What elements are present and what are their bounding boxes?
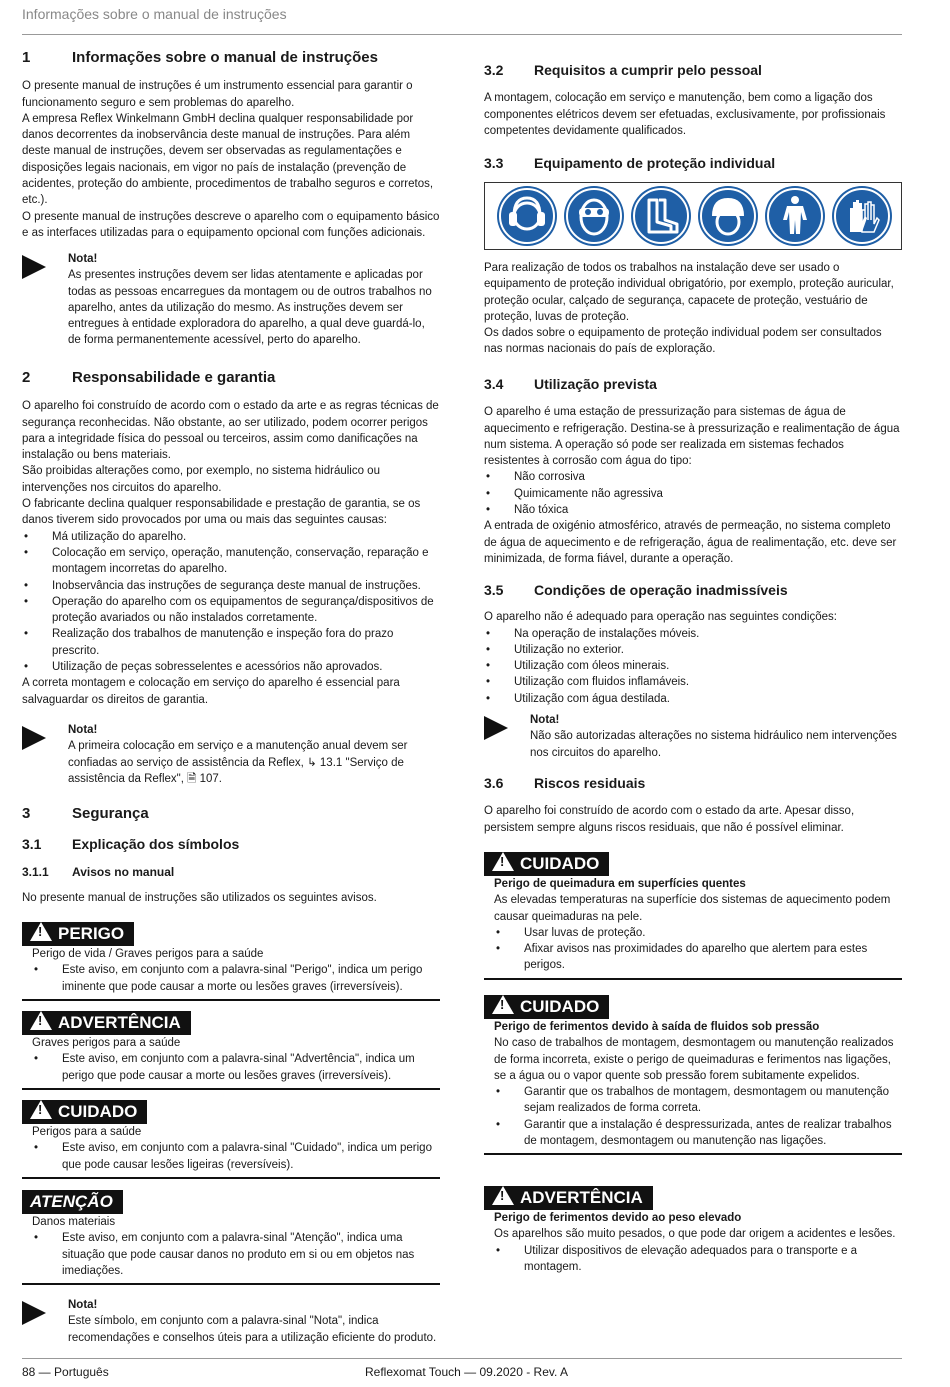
warning-triangle-icon: ! [30,1100,52,1119]
paragraph: Para realização de todos os trabalhos na instalação deve ser usado o equipamento de proteção individual obrigatório, por exemplo, proteção auricular, proteção ocular, calçado de segurança, capacete de proteção, vestuário de proteção, luvas de proteção. [484,262,894,323]
section-number: 3.1 [22,836,42,852]
paragraph: O presente manual de instruções é um instrumento essencial para garantir o funcionamento seguro e sem problemas do aparelho. [22,80,413,109]
section-number: 3.5 [484,582,504,598]
note-box [484,712,902,761]
section-3-3 [484,155,902,171]
list-item: • Este aviso, em conjunto com a palavra-sinal "Perigo", indica um perigo iminente que pode causar a morte ou lesões graves (irreversíveis). [32,962,440,995]
warning-label: ADVERTÊNCIA [520,1188,643,1207]
section-3-6-heading [484,775,902,791]
running-header: Informações sobre o manual de instruções [22,6,287,22]
note-text: Não são autorizadas alterações no sistema hidráulico nem intervenções nos circuitos do aparelho. [530,730,897,759]
section-title: Segurança [72,805,149,822]
list-item: • Realização dos trabalhos de manutenção e inspeção fora do prazo prescrito. [22,626,440,659]
note-arrow-icon [22,255,46,279]
section-number: 3.1.1 [22,865,49,879]
section-title: Explicação dos símbolos [72,836,240,852]
hard-hat-icon [698,186,758,246]
paragraph: São proibidas alterações como, por exemplo, no sistema hidráulico ou intervenções nos circuitos do aparelho. [22,465,380,494]
section-3-2 [484,62,902,139]
warning-text: No caso de trabalhos de montagem, desmontagem ou manutenção realizados de forma incorreta, existe o perigo de queimaduras e ferimentos nas ligações, se a água ou o vapor quente sob pressão forem subitamente expelidos. [494,1037,894,1082]
note-box [22,251,440,349]
section-title: Responsabilidade e garantia [72,369,276,386]
section-number: 3.6 [484,775,504,791]
list-item: • Não corrosiva [484,469,902,485]
paragraph: O aparelho não é adequado para operação nas seguintes condições: [484,611,837,624]
warning-triangle-icon: ! [492,852,514,871]
list-item: • Este aviso, em conjunto com a palavra-sinal "Advertência", indica um perigo que pode causar a morte ou lesões graves (irreversíveis). [32,1051,440,1084]
section-3-3-text [484,260,902,358]
warning-cuidado-pressure [484,995,902,1155]
warning-triangle-icon: ! [30,922,52,941]
warning-title: Perigo de ferimentos devido ao peso elevado [494,1212,742,1224]
section-title: Requisitos a cumprir pelo pessoal [534,62,762,78]
note-title: Nota! [68,1299,98,1311]
section-1-heading [22,50,440,66]
section-title: Utilização prevista [534,376,657,392]
warning-badge: ATENÇÃO [22,1190,123,1214]
section-number: 3 [22,805,31,822]
bullet-list [484,469,902,518]
ear-protection-icon [497,186,557,246]
overalls-icon [765,186,825,246]
list-item: • Este aviso, em conjunto com a palavra-sinal "Atenção", indica uma situação que pode causar danos no produto em si ou em objetos nas imediações. [32,1230,440,1279]
section-number: 3.4 [484,376,504,392]
warning-triangle-icon: ! [492,1186,514,1205]
warning-badge [484,852,609,876]
section-2 [22,370,440,708]
warning-badge [22,1100,147,1124]
section-3-1-1 [22,864,440,907]
warning-label: CUIDADO [58,1102,138,1121]
list-item: • Operação do aparelho com os equipamentos de segurança/dispositivos de proteção avariados ou não instalados corretamente. [22,594,440,627]
list-item: • Quimicamente não agressiva [484,486,902,502]
section-3-3-heading [484,155,902,171]
eye-protection-icon [564,186,624,246]
section-title: Avisos no manual [72,865,175,879]
note-title: Nota! [530,714,560,726]
warning-perigo [22,922,440,1001]
list-item: • Na operação de instalações móveis. [484,626,902,642]
header-rule [22,34,902,35]
warning-text: Os aparelhos são muito pesados, o que pode dar origem a acidentes e lesões. [494,1228,896,1241]
paragraph: A entrada de oxigénio atmosférico, através de permeação, no sistema completo de água de aquecimento e de refrigeração, água de realimentação, etc. deve ser minimizada, de forma fiável, durante a operação. [484,520,897,565]
section-3-heading [22,806,440,822]
note-arrow-icon [22,726,46,750]
warning-cuidado-burn [484,852,902,980]
section-1 [22,50,440,241]
list-item: • Utilização com água destilada. [484,691,902,707]
list-item: • Afixar avisos nas proximidades do aparelho que alertem para estes perigos. [494,941,902,974]
note-text: Este símbolo, em conjunto com a palavra-sinal "Nota", indica recomendações e conselhos úteis para a utilização eficiente do produto. [68,1315,437,1344]
list-item: • Garantir que os trabalhos de montagem, desmontagem ou manutenção sejam realizados de forma correta. [494,1084,902,1117]
warning-subtitle: Perigo de vida / Graves perigos para a saúde [32,948,264,960]
document-id: Reflexomat Touch — 09.2020 - Rev. A [365,1365,568,1379]
paragraph: O aparelho foi construído de acordo com o estado da arte. Apesar disso, persistem sempre alguns riscos residuais, que não é possível eliminar. [484,805,855,834]
section-title: Condições de operação inadmissíveis [534,582,788,598]
gloves-icon [832,186,892,246]
note-box [22,1297,440,1346]
paragraph: O aparelho é uma estação de pressurização para sistemas de água de aquecimento e refrigeração. Destina-se à pressurização e realimentação de água num sistema. A operação só pode ser realizada em sistemas fechados resistentes à corrosão com água do tipo: [484,406,900,468]
warning-badge [484,1186,653,1210]
bullet-list [22,529,440,676]
footer-rule [22,1358,902,1359]
note-title: Nota! [68,724,98,736]
section-number: 3.2 [484,62,504,78]
list-item: • Utilizar dispositivos de elevação adequados para o transporte e a montagem. [494,1243,902,1276]
section-2-heading [22,370,440,386]
warning-label: ADVERTÊNCIA [58,1013,181,1032]
note-box [22,722,440,787]
list-item: • Utilização com fluidos inflamáveis. [484,674,902,690]
section-3-1-heading [22,836,440,852]
warning-advertencia-weight [484,1186,902,1279]
section-3-1-1-heading [22,864,440,880]
section-number: 1 [22,49,31,66]
warning-label: CUIDADO [520,997,600,1016]
section-3-2-heading [484,62,902,78]
warning-title: Perigo de queimadura em superfícies quentes [494,878,746,890]
list-item: • Colocação em serviço, operação, manutenção, conservação, reparação e montagem incorretas do aparelho. [22,545,440,578]
warning-badge [484,995,609,1019]
note-text: A primeira colocação em serviço e a manutenção anual devem ser confiadas ao serviço de assistência da Reflex, ↳ 13.1 "Serviço de assistência da Reflex", 🗎 107. [68,740,408,785]
note-text: As presentes instruções devem ser lidas atentamente e aplicadas por todas as pessoas encarregues da montagem ou de outros trabalhos no aparelho, antes da utilização do mesmo. As instruções devem ser entregues à entidade exploradora do aparelho, a qual deve guardá-lo, de forma permanentemente acessível, perto do aparelho. [68,269,432,347]
warning-label: PERIGO [58,924,125,943]
warning-text: As elevadas temperaturas na superfície dos sistemas de aquecimento podem causar queimaduras na pele. [494,894,891,923]
section-3-4 [484,376,902,567]
paragraph: A correta montagem e colocação em serviço do aparelho é essencial para salvaguardar os direitos de garantia. [22,677,400,706]
list-item: • Utilização no exterior. [484,642,902,658]
warning-advertencia [22,1011,440,1090]
warning-badge [22,1011,191,1035]
warning-atencao [22,1190,440,1285]
warning-triangle-icon: ! [30,1011,52,1030]
list-item: • Este aviso, em conjunto com a palavra-sinal "Cuidado", indica um perigo que pode causar lesões ligeiras (reversíveis). [32,1140,440,1173]
warning-subtitle: Graves perigos para a saúde [32,1037,181,1049]
warning-subtitle: Perigos para a saúde [32,1126,142,1138]
paragraph: No presente manual de instruções são utilizados os seguintes avisos. [22,892,377,905]
list-item: • Garantir que a instalação é despressurizada, antes de realizar trabalhos de montagem, desmontagem ou manutenção nas ligações. [494,1117,902,1150]
note-arrow-icon [484,716,508,740]
section-3-5 [484,582,902,707]
section-title: Informações sobre o manual de instruções [72,49,378,66]
section-title: Riscos residuais [534,775,646,791]
section-3-4-heading [484,376,902,392]
warning-cuidado [22,1100,440,1179]
warning-subtitle: Danos materiais [32,1216,116,1228]
ppe-icon-strip [484,182,902,250]
list-item: • Usar luvas de proteção. [494,925,902,941]
bullet-list [484,626,902,707]
section-3 [22,806,440,822]
section-3-1 [22,836,440,852]
page-number: 88 — Português [22,1365,109,1379]
section-3-5-heading [484,582,902,598]
paragraph: Os dados sobre o equipamento de proteção individual podem ser consultados nas normas nacionais do país de exploração. [484,327,882,356]
note-title: Nota! [68,253,98,265]
section-number: 2 [22,369,31,386]
section-title: Equipamento de proteção individual [534,155,776,171]
warning-title: Perigo de ferimentos devido à saída de fluidos sob pressão [494,1021,820,1033]
paragraph: O presente manual de instruções descreve o aparelho com o equipamento básico e as interfaces utilizadas para o equipamento opcional com funções adicionais. [22,210,440,239]
list-item: • Utilização com óleos minerais. [484,658,902,674]
list-item: • Utilização de peças sobresselentes e acessórios não aprovados. [22,659,440,675]
section-3-6 [484,775,902,836]
paragraph: O aparelho foi construído de acordo com o estado da arte e as regras técnicas de segurança reconhecidas. Não obstante, ao ser utilizado, podem ocorrer perigos para a integridade física do pessoal ou terceiros, assim como danificações na instalação ou bens materiais. [22,400,439,462]
list-item: • Inobservância das instruções de segurança deste manual de instruções. [22,578,440,594]
list-item: • Não tóxica [484,502,902,518]
section-number: 3.3 [484,155,504,171]
note-arrow-icon [22,1301,46,1325]
safety-boots-icon [631,186,691,246]
paragraph: O fabricante declina qualquer responsabilidade e prestação de garantia, se os danos tiverem sido provocados por uma ou mais das seguintes causas: [22,498,421,527]
paragraph: A empresa Reflex Winkelmann GmbH declina qualquer responsabilidade por danos decorrentes da inobservância deste manual de instruções. Para além deste manual de instruções, devem ser observadas as regulamentações e disposições legais nacionais, em vigor no país de instalação (prevenção de acidentes, proteção do ambiente, procedimentos de trabalho seguros e corretos, etc.). [22,112,434,207]
paragraph: A montagem, colocação em serviço e manutenção, bem como a ligação dos componentes elétricos devem ser efetuadas, exclusivamente, por profissionais competentes devidamente qualificados. [484,92,886,137]
list-item: • Má utilização do aparelho. [22,529,440,545]
warning-label: CUIDADO [520,854,600,873]
warning-badge [22,922,134,946]
warning-triangle-icon: ! [492,995,514,1014]
